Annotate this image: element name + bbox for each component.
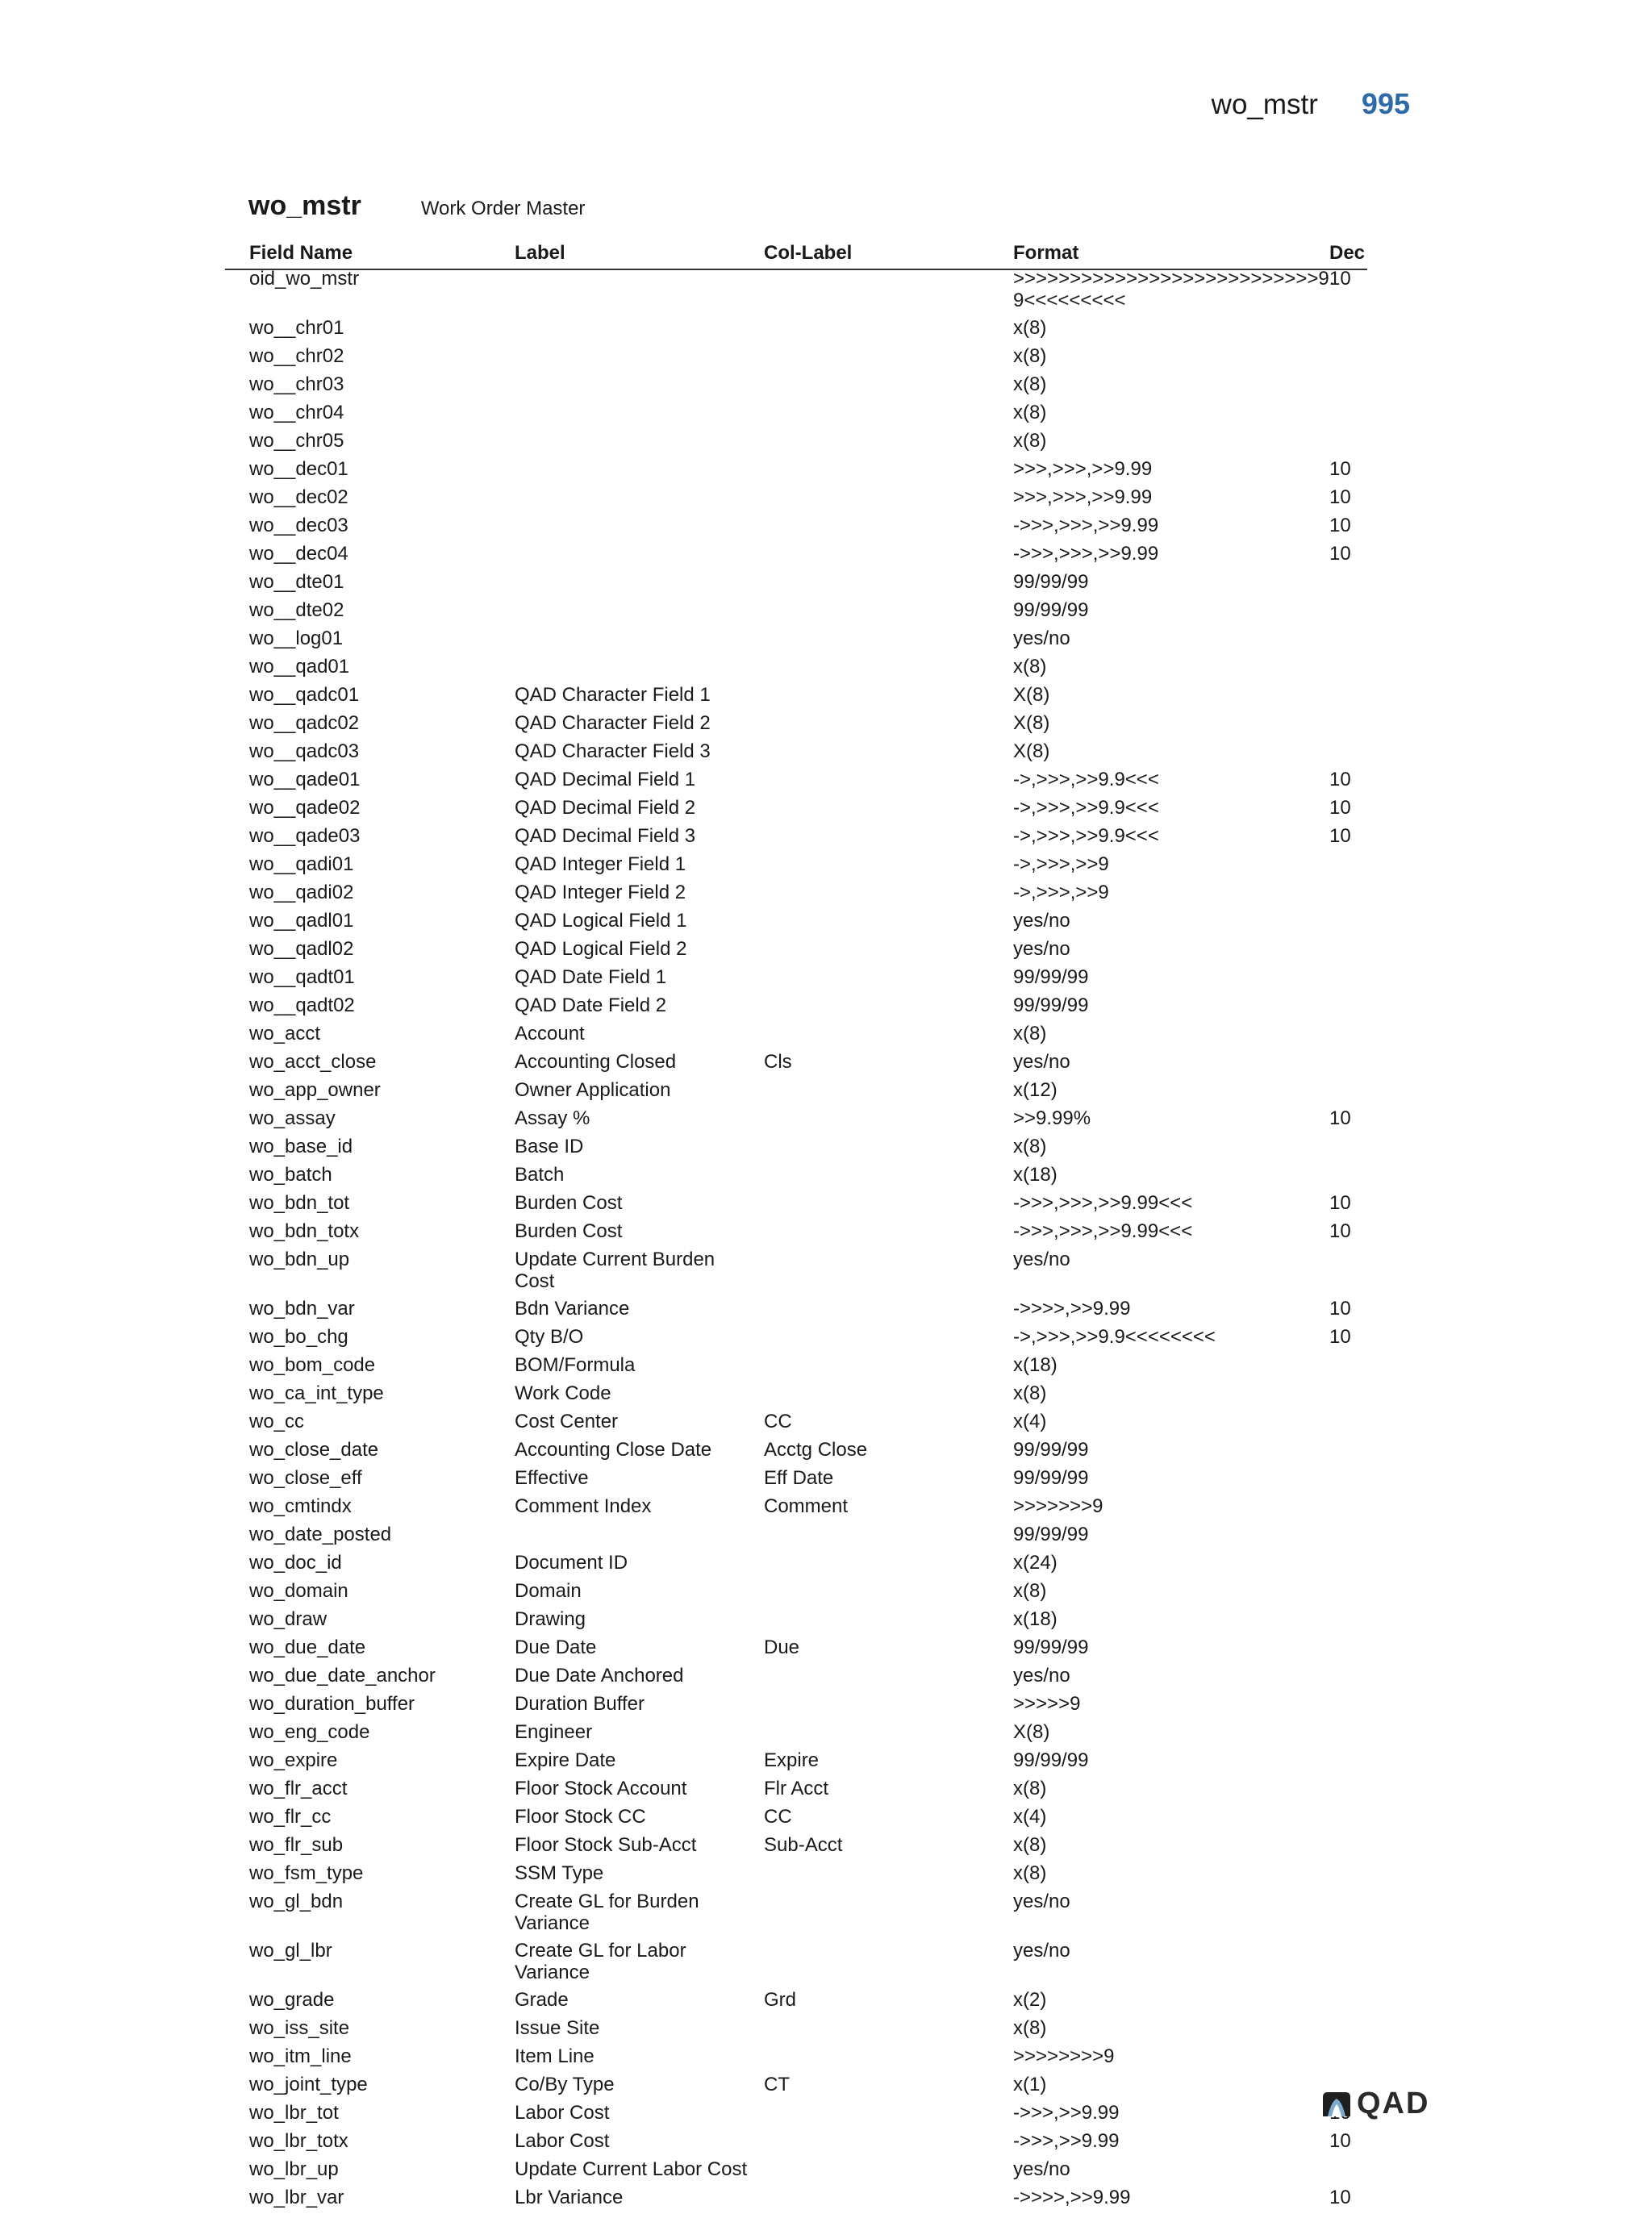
col-label-cell: Eff Date: [764, 1467, 834, 1489]
qad-logo-icon: [1321, 2091, 1352, 2118]
table-row: [0, 881, 1652, 909]
label-cell: Comment Index: [515, 1495, 652, 1517]
table-row: [0, 1163, 1652, 1191]
field-name-cell: wo_iss_site: [249, 2017, 350, 2039]
table-row: [0, 1438, 1652, 1466]
running-head-title: wo_mstr: [1211, 89, 1318, 120]
table-row: [0, 1248, 1652, 1297]
label-cell: Accounting Close Date: [515, 1439, 712, 1461]
label-cell: QAD Character Field 2: [515, 712, 711, 734]
format-cell: yes/no: [1013, 1891, 1070, 1912]
table-row: [0, 2016, 1652, 2045]
label-cell: Expire Date: [515, 1749, 616, 1771]
table-row: [0, 1551, 1652, 1579]
field-name-cell: wo_due_date: [249, 1637, 366, 1658]
col-label-cell: Due: [764, 1637, 800, 1658]
field-name-cell: wo__chr01: [249, 317, 344, 339]
dec-cell: 10: [1329, 825, 1351, 847]
column-header-field-name: Field Name: [249, 242, 353, 264]
field-name-cell: wo_eng_code: [249, 1721, 370, 1743]
label-cell: Duration Buffer: [515, 1693, 645, 1715]
table-row: [0, 1078, 1652, 1107]
format-cell: ->>>,>>9.99: [1013, 2102, 1120, 2124]
format-cell: x(8): [1013, 1778, 1047, 1799]
field-name-cell: wo_bo_chg: [249, 1326, 348, 1348]
qad-logo: [1321, 2087, 1429, 2121]
format-cell: ->>>,>>>,>>9.99<<<: [1013, 1192, 1193, 1214]
format-cell: >>>,>>>,>>9.99: [1013, 486, 1153, 508]
label-cell: Burden Cost: [515, 1192, 623, 1214]
table-row: [0, 1107, 1652, 1135]
table-row: [0, 1862, 1652, 1890]
field-name-cell: wo__qadc03: [249, 740, 360, 762]
table-row: [0, 1050, 1652, 1078]
field-name-cell: wo_batch: [249, 1164, 332, 1186]
table-row: [0, 994, 1652, 1022]
format-cell: x(18): [1013, 1354, 1058, 1376]
format-cell: ->>>,>>>,>>9.99: [1013, 515, 1159, 536]
format-cell: x(8): [1013, 1136, 1047, 1157]
field-name-cell: wo_lbr_tot: [249, 2102, 339, 2124]
label-cell: QAD Character Field 1: [515, 684, 711, 706]
format-cell: x(4): [1013, 1806, 1047, 1828]
field-name-cell: wo_flr_sub: [249, 1834, 344, 1856]
format-cell: ->,>>>,>>9: [1013, 853, 1109, 875]
format-cell: x(8): [1013, 402, 1047, 423]
format-cell: 99/99/99: [1013, 966, 1089, 988]
table-row: [0, 1692, 1652, 1720]
table-row: [0, 1353, 1652, 1382]
field-name-cell: wo_bdn_up: [249, 1249, 350, 1270]
field-name-cell: wo__dte02: [249, 599, 344, 621]
format-cell: ->,>>>,>>9: [1013, 882, 1109, 903]
label-cell: QAD Date Field 2: [515, 994, 667, 1016]
field-name-cell: wo_draw: [249, 1608, 327, 1630]
field-name-cell: wo__qadt01: [249, 966, 355, 988]
label-cell: Item Line: [515, 2045, 594, 2067]
col-label-cell: CC: [764, 1806, 792, 1828]
label-cell: Document ID: [515, 1552, 628, 1574]
field-name-cell: wo_joint_type: [249, 2074, 368, 2095]
table-row: [0, 267, 1652, 316]
field-name-cell: wo__chr03: [249, 373, 344, 395]
format-cell: x(18): [1013, 1164, 1058, 1186]
field-name-cell: oid_wo_mstr: [249, 268, 360, 290]
format-cell: X(8): [1013, 1721, 1050, 1743]
field-name-cell: wo__log01: [249, 628, 344, 649]
table-row: [0, 2045, 1652, 2073]
dec-cell: 10: [1329, 1192, 1351, 1214]
field-name-cell: wo__qade02: [249, 797, 361, 819]
format-cell: X(8): [1013, 712, 1050, 734]
label-cell: Grade: [515, 1989, 569, 2011]
dec-cell: 10: [1329, 769, 1351, 790]
field-name-cell: wo_fsm_type: [249, 1862, 364, 1884]
field-name-cell: wo_bom_code: [249, 1354, 376, 1376]
field-name-cell: wo_ca_int_type: [249, 1382, 384, 1404]
field-name-cell: wo_lbr_up: [249, 2158, 339, 2180]
field-name-cell: wo_bdn_totx: [249, 1220, 360, 1242]
label-cell: Update Current Burden Cost: [515, 1249, 715, 1292]
label-cell: Burden Cost: [515, 1220, 623, 1242]
label-cell: QAD Date Field 1: [515, 966, 667, 988]
format-cell: ->,>>>,>>9.9<<<: [1013, 769, 1159, 790]
table-row: [0, 457, 1652, 486]
table-row: [0, 1664, 1652, 1692]
field-name-cell: wo_cmtindx: [249, 1495, 352, 1517]
format-cell: 99/99/99: [1013, 1467, 1089, 1489]
label-cell: QAD Integer Field 2: [515, 882, 686, 903]
field-name-cell: wo_grade: [249, 1989, 335, 2011]
label-cell: Update Current Labor Cost: [515, 2158, 748, 2180]
label-cell: Drawing: [515, 1608, 586, 1630]
format-cell: >>>,>>>,>>9.99: [1013, 458, 1153, 480]
table-row: [0, 2129, 1652, 2158]
format-cell: x(8): [1013, 430, 1047, 452]
label-cell: Co/By Type: [515, 2074, 615, 2095]
table-row: [0, 1135, 1652, 1163]
field-name-cell: wo_bdn_var: [249, 1298, 355, 1320]
column-header-format: Format: [1013, 242, 1079, 264]
format-cell: yes/no: [1013, 1249, 1070, 1270]
table-row: [0, 1720, 1652, 1749]
field-name-cell: wo_gl_lbr: [249, 1940, 332, 1962]
field-name-cell: wo_itm_line: [249, 2045, 352, 2067]
col-label-cell: Sub-Acct: [764, 1834, 843, 1856]
format-cell: x(8): [1013, 317, 1047, 339]
format-cell: yes/no: [1013, 1665, 1070, 1687]
col-label-cell: CT: [764, 2074, 790, 2095]
label-cell: Cost Center: [515, 1411, 619, 1432]
col-label-cell: Acctg Close: [764, 1439, 868, 1461]
field-name-cell: wo_flr_acct: [249, 1778, 348, 1799]
field-name-cell: wo_gl_bdn: [249, 1891, 344, 1912]
label-cell: QAD Logical Field 2: [515, 938, 687, 960]
column-header-col-label: Col-Label: [764, 242, 853, 264]
field-name-cell: wo_assay: [249, 1107, 336, 1129]
col-label-cell: Flr Acct: [764, 1778, 829, 1799]
format-cell: ->,>>>,>>9.9<<<<<<<<: [1013, 1326, 1216, 1348]
table-row: [0, 1191, 1652, 1220]
table-title-row: [248, 190, 585, 222]
table-row: [0, 909, 1652, 937]
field-name-cell: wo_cc: [249, 1411, 305, 1432]
field-name-cell: wo__chr05: [249, 430, 344, 452]
table-row: [0, 316, 1652, 344]
col-label-cell: Expire: [764, 1749, 820, 1771]
dec-cell: 10: [1329, 2187, 1351, 2208]
label-cell: BOM/Formula: [515, 1354, 636, 1376]
format-cell: x(8): [1013, 1382, 1047, 1404]
label-cell: Qty B/O: [515, 1326, 584, 1348]
field-name-cell: wo__dec04: [249, 543, 348, 565]
field-name-cell: wo__qad01: [249, 656, 350, 678]
dec-cell: 10: [1329, 1298, 1351, 1320]
label-cell: QAD Decimal Field 3: [515, 825, 696, 847]
label-cell: Due Date: [515, 1637, 597, 1658]
label-cell: Due Date Anchored: [515, 1665, 684, 1687]
label-cell: QAD Integer Field 1: [515, 853, 686, 875]
label-cell: Work Code: [515, 1382, 611, 1404]
dec-cell: 10: [1329, 543, 1351, 565]
table-row: [0, 740, 1652, 768]
field-name-cell: wo_lbr_var: [249, 2187, 344, 2208]
field-name-cell: wo_base_id: [249, 1136, 353, 1157]
table-row: [0, 655, 1652, 683]
format-cell: x(8): [1013, 1834, 1047, 1856]
table-row: [0, 486, 1652, 514]
label-cell: Create GL for Burden Variance: [515, 1891, 699, 1934]
field-name-cell: wo__qade03: [249, 825, 361, 847]
field-name-cell: wo__qadt02: [249, 994, 355, 1016]
field-name-cell: wo__dte01: [249, 571, 344, 593]
field-name-cell: wo_close_eff: [249, 1467, 362, 1489]
table-row: [0, 1890, 1652, 1939]
field-name-cell: wo_expire: [249, 1749, 338, 1771]
field-name-cell: wo__qadc02: [249, 712, 360, 734]
field-name-cell: wo_domain: [249, 1580, 348, 1602]
table-row: [0, 2186, 1652, 2214]
field-name-cell: wo__qadc01: [249, 684, 360, 706]
label-cell: Labor Cost: [515, 2102, 610, 2124]
table-row: [0, 1220, 1652, 1248]
table-row: [0, 514, 1652, 542]
col-label-cell: CC: [764, 1411, 792, 1432]
field-name-cell: wo__qadi02: [249, 882, 354, 903]
page-number: 995: [1361, 87, 1410, 120]
table-name: wo_mstr: [248, 190, 361, 221]
table-row: [0, 1410, 1652, 1438]
field-name-cell: wo__qadl02: [249, 938, 354, 960]
label-cell: QAD Logical Field 1: [515, 910, 687, 932]
table-row: [0, 373, 1652, 401]
dec-cell: 10: [1329, 268, 1351, 290]
format-cell: yes/no: [1013, 2158, 1070, 2180]
format-cell: 99/99/99: [1013, 1439, 1089, 1461]
format-cell: x(8): [1013, 373, 1047, 395]
format-cell: x(12): [1013, 1079, 1058, 1101]
format-cell: yes/no: [1013, 910, 1070, 932]
table-row: [0, 627, 1652, 655]
label-cell: Accounting Closed: [515, 1051, 677, 1073]
format-cell: 99/99/99: [1013, 599, 1089, 621]
table-row: [0, 768, 1652, 796]
dec-cell: 10: [1329, 797, 1351, 819]
label-cell: Labor Cost: [515, 2130, 610, 2152]
format-cell: x(8): [1013, 2017, 1047, 2039]
table-row: [0, 853, 1652, 881]
table-row: [0, 1636, 1652, 1664]
dec-cell: 10: [1329, 1220, 1351, 1242]
field-name-cell: wo_doc_id: [249, 1552, 342, 1574]
table-row: [0, 1749, 1652, 1777]
table-row: [0, 1297, 1652, 1325]
field-name-cell: wo__chr02: [249, 345, 344, 367]
field-name-cell: wo_bdn_tot: [249, 1192, 350, 1214]
table-row: [0, 1022, 1652, 1050]
format-cell: ->>>>,>>9.99: [1013, 1298, 1131, 1320]
format-cell: 99/99/99: [1013, 571, 1089, 593]
column-header-row: [225, 240, 1367, 270]
format-cell: >>>>>>>>>>>>>>>>>>>>>>>>>>>9.9<<<<<<<<<: [1013, 268, 1335, 311]
format-cell: x(4): [1013, 1411, 1047, 1432]
label-cell: QAD Decimal Field 1: [515, 769, 696, 790]
field-name-cell: wo_acct: [249, 1023, 321, 1044]
column-header-label: Label: [515, 242, 565, 264]
table-row: [0, 796, 1652, 824]
table-row: [0, 683, 1652, 711]
field-name-cell: wo_flr_cc: [249, 1806, 332, 1828]
table-row: [0, 824, 1652, 853]
dec-cell: 10: [1329, 2130, 1351, 2152]
label-cell: Owner Application: [515, 1079, 671, 1101]
table-row: [0, 1382, 1652, 1410]
table-row: [0, 1325, 1652, 1353]
label-cell: SSM Type: [515, 1862, 604, 1884]
format-cell: ->>>,>>>,>>9.99: [1013, 543, 1159, 565]
format-cell: 99/99/99: [1013, 1524, 1089, 1545]
label-cell: Issue Site: [515, 2017, 600, 2039]
table-row: [0, 344, 1652, 373]
field-table-body: [0, 267, 1652, 2214]
field-name-cell: wo_lbr_totx: [249, 2130, 348, 2152]
qad-logo-text: QAD: [1357, 2087, 1430, 2120]
format-cell: x(8): [1013, 1580, 1047, 1602]
column-header-dec: Dec: [1329, 242, 1366, 264]
table-row: [0, 2158, 1652, 2186]
format-cell: 99/99/99: [1013, 994, 1089, 1016]
field-name-cell: wo__dec03: [249, 515, 348, 536]
format-cell: X(8): [1013, 740, 1050, 762]
label-cell: Assay %: [515, 1107, 590, 1129]
format-cell: yes/no: [1013, 1940, 1070, 1962]
format-cell: >>>>>>>>9: [1013, 2045, 1115, 2067]
table-row: [0, 401, 1652, 429]
format-cell: >>>>>9: [1013, 1693, 1081, 1715]
dec-cell: 10: [1329, 515, 1351, 536]
format-cell: x(8): [1013, 345, 1047, 367]
format-cell: ->>>,>>9.99: [1013, 2130, 1120, 2152]
col-label-cell: Cls: [764, 1051, 792, 1073]
table-row: [0, 1607, 1652, 1636]
label-cell: Create GL for Labor Variance: [515, 1940, 686, 1983]
field-name-cell: wo__chr04: [249, 402, 344, 423]
format-cell: yes/no: [1013, 628, 1070, 649]
format-cell: x(24): [1013, 1552, 1058, 1574]
field-name-cell: wo_close_date: [249, 1439, 379, 1461]
format-cell: yes/no: [1013, 1051, 1070, 1073]
label-cell: QAD Character Field 3: [515, 740, 711, 762]
table-row: [0, 965, 1652, 994]
label-cell: QAD Decimal Field 2: [515, 797, 696, 819]
format-cell: 99/99/99: [1013, 1637, 1089, 1658]
table-row: [0, 1523, 1652, 1551]
format-cell: ->>>,>>>,>>9.99<<<: [1013, 1220, 1193, 1242]
running-head: [1212, 87, 1410, 121]
format-cell: x(18): [1013, 1608, 1058, 1630]
label-cell: Engineer: [515, 1721, 593, 1743]
label-cell: Account: [515, 1023, 585, 1044]
format-cell: x(1): [1013, 2074, 1047, 2095]
table-row: [0, 570, 1652, 598]
format-cell: yes/no: [1013, 938, 1070, 960]
label-cell: Batch: [515, 1164, 565, 1186]
label-cell: Base ID: [515, 1136, 584, 1157]
col-label-cell: Grd: [764, 1989, 797, 2011]
table-row: [0, 542, 1652, 570]
col-label-cell: Comment: [764, 1495, 849, 1517]
label-cell: Effective: [515, 1467, 589, 1489]
field-name-cell: wo_date_posted: [249, 1524, 392, 1545]
label-cell: Lbr Variance: [515, 2187, 624, 2208]
format-cell: ->>>>,>>9.99: [1013, 2187, 1131, 2208]
field-name-cell: wo__dec01: [249, 458, 348, 480]
field-name-cell: wo_duration_buffer: [249, 1693, 415, 1715]
label-cell: Floor Stock Sub-Acct: [515, 1834, 697, 1856]
label-cell: Floor Stock Account: [515, 1778, 687, 1799]
format-cell: x(8): [1013, 656, 1047, 678]
format-cell: x(8): [1013, 1023, 1047, 1044]
table-row: [0, 598, 1652, 627]
table-row: [0, 1777, 1652, 1805]
format-cell: 99/99/99: [1013, 1749, 1089, 1771]
format-cell: X(8): [1013, 684, 1050, 706]
field-name-cell: wo__qadl01: [249, 910, 354, 932]
format-cell: x(8): [1013, 1862, 1047, 1884]
table-row: [0, 711, 1652, 740]
table-row: [0, 937, 1652, 965]
table-row: [0, 429, 1652, 457]
format-cell: ->,>>>,>>9.9<<<: [1013, 825, 1159, 847]
field-name-cell: wo_acct_close: [249, 1051, 377, 1073]
table-row: [0, 1466, 1652, 1495]
label-cell: Domain: [515, 1580, 582, 1602]
field-name-cell: wo__dec02: [249, 486, 348, 508]
dec-cell: 10: [1329, 458, 1351, 480]
dec-cell: 10: [1329, 486, 1351, 508]
label-cell: Bdn Variance: [515, 1298, 630, 1320]
table-row: [0, 1939, 1652, 1988]
table-row: [0, 1495, 1652, 1523]
table-row: [0, 1579, 1652, 1607]
dec-cell: 10: [1329, 1107, 1351, 1129]
table-row: [0, 1833, 1652, 1862]
format-cell: ->,>>>,>>9.9<<<: [1013, 797, 1159, 819]
table-row: [0, 1988, 1652, 2016]
format-cell: >>>>>>>9: [1013, 1495, 1103, 1517]
label-cell: Floor Stock CC: [515, 1806, 646, 1828]
field-name-cell: wo_due_date_anchor: [249, 1665, 436, 1687]
format-cell: x(2): [1013, 1989, 1047, 2011]
field-name-cell: wo_app_owner: [249, 1079, 381, 1101]
table-description: Work Order Master: [420, 198, 586, 219]
field-name-cell: wo__qade01: [249, 769, 361, 790]
dec-cell: 10: [1329, 1326, 1351, 1348]
field-name-cell: wo__qadi01: [249, 853, 354, 875]
format-cell: >>9.99%: [1013, 1107, 1091, 1129]
table-row: [0, 1805, 1652, 1833]
